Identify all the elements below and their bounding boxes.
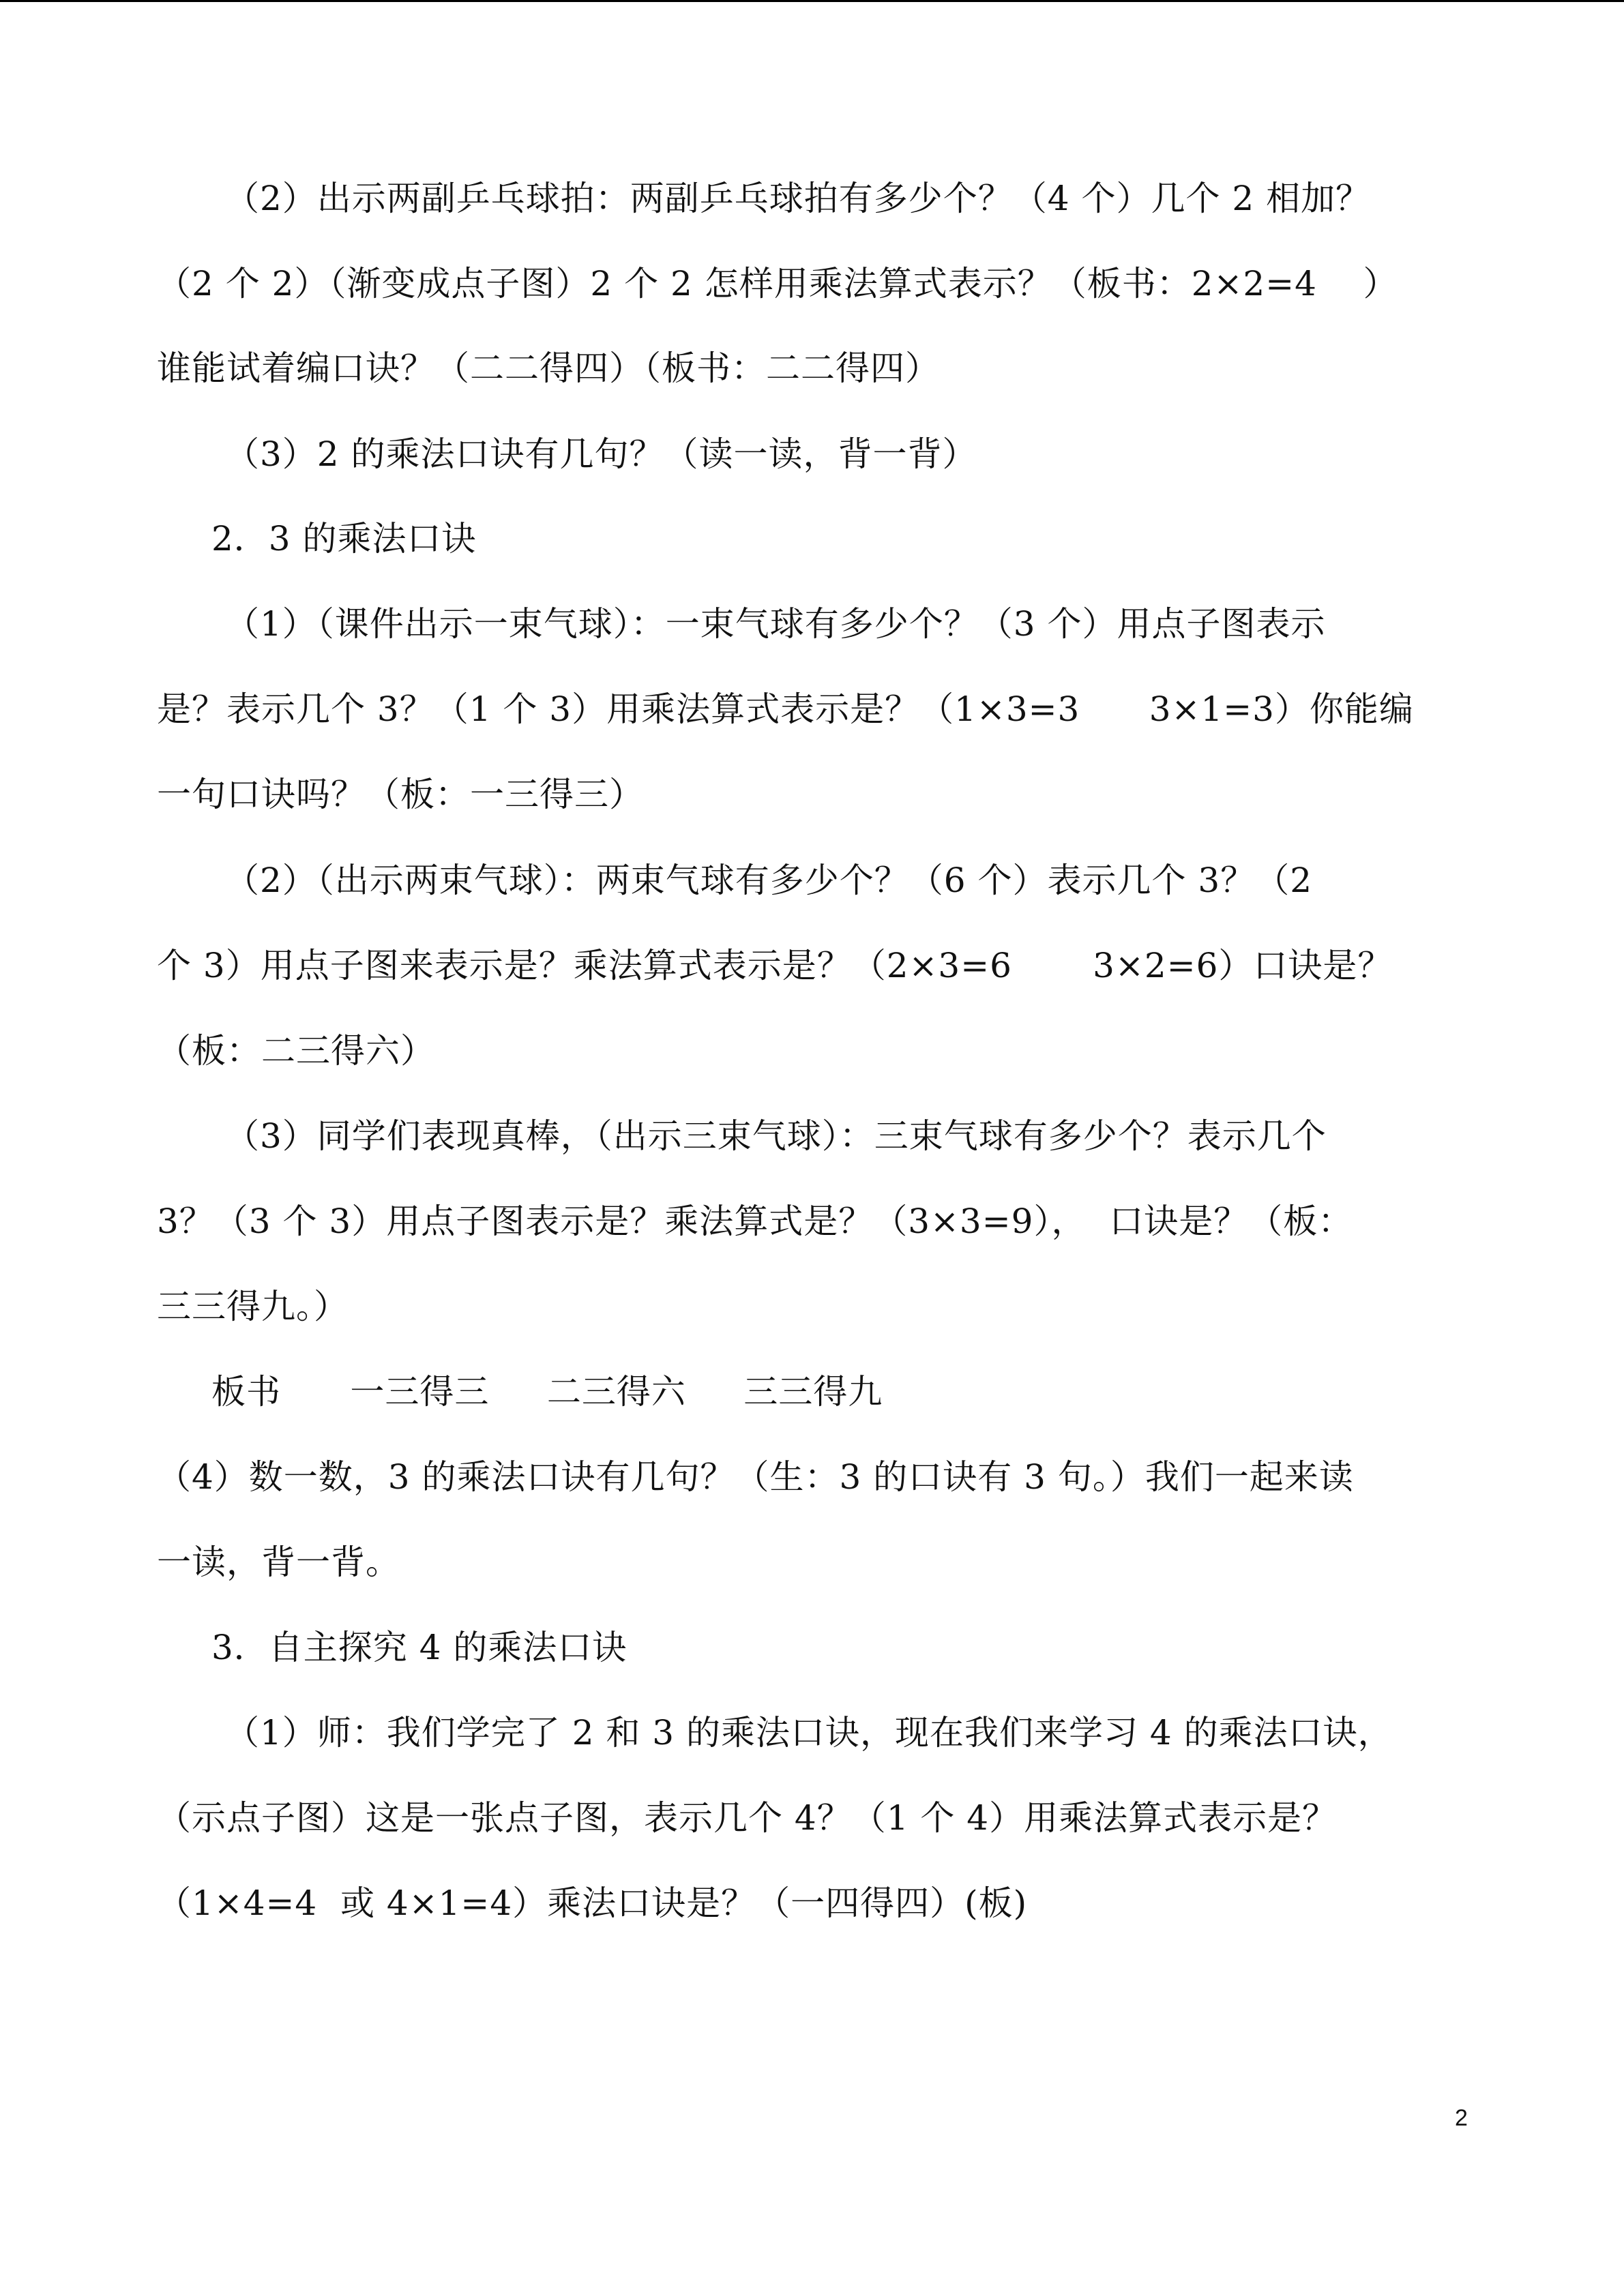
text-line: （4）数一数，3 的乘法口诀有几句？（生：3 的口诀有 3 句。）我们一起来读 (157, 1457, 1354, 1497)
text-line: （示点子图）这是一张点子图，表示几个 4？（1 个 4）用乘法算式表示是？ (157, 1798, 1338, 1838)
text-line: （2）（出示两束气球）：两束气球有多少个？（6 个）表示几个 3？（2 (225, 861, 1313, 900)
text-line: （3）同学们表现真棒，（出示三束气球）：三束气球有多少个？表示几个 (225, 1116, 1327, 1156)
text-line: （1×4=4 或 4×1=4）乘法口诀是？（一四得四）(板) (157, 1883, 1028, 1923)
board-writing-line: 板书 一三得三 二三得六 三三得九 (211, 1372, 883, 1412)
section-heading: 2．3 的乘法口诀 (211, 519, 477, 558)
page-number: 2 (1455, 2105, 1468, 2131)
text-line: （2 个 2）（渐变成点子图）2 个 2 怎样用乘法算式表示？（板书：2×2=4 ） (157, 264, 1398, 303)
text-line: （1）师：我们学完了 2 和 3 的乘法口诀，现在我们来学习 4 的乘法口诀， (225, 1713, 1393, 1753)
text-line: 一读，背一背。 (157, 1542, 400, 1582)
text-line: 是？表示几个 3？（1 个 3）用乘法算式表示是？（1×3=3 3×1=3）你能编 (157, 689, 1414, 729)
text-line: 三三得九。） (157, 1287, 349, 1326)
text-line: （2）出示两副乒乓球拍：两副乒乓球拍有多少个？（4 个）几个 2 相加？ (225, 179, 1371, 218)
text-line: （3）2 的乘法口诀有几句？（读一读，背一背） (225, 434, 977, 474)
text-line: （板：二三得六） (157, 1031, 435, 1071)
text-line: 谁能试着编口诀？（二二得四）（板书：二二得四） (157, 348, 940, 388)
text-line: 个 3）用点子图来表示是？乘法算式表示是？（2×3=6 3×2=6）口诀是？ (157, 946, 1393, 985)
text-line: 一句口诀吗？（板：一三得三） (157, 775, 644, 814)
text-line: （1）（课件出示一束气球）：一束气球有多少个？（3 个）用点子图表示 (225, 604, 1326, 644)
section-heading: 3．自主探究 4 的乘法口诀 (211, 1628, 628, 1667)
text-line: 3？（3 个 3）用点子图表示是？乘法算式是？（3×3=9）， 口诀是？（板： (157, 1202, 1353, 1241)
